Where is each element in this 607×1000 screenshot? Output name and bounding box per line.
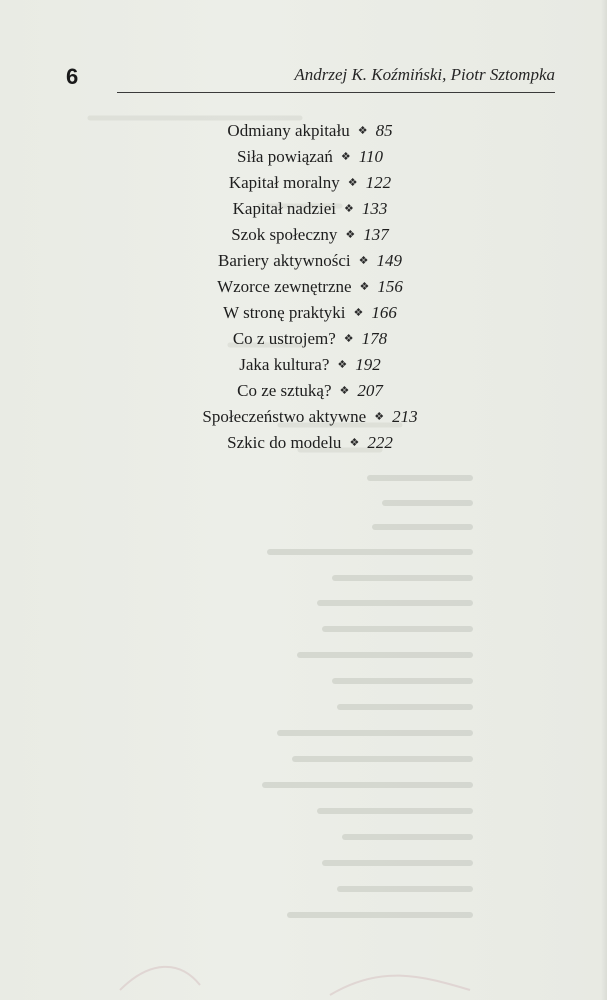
toc-entry-page: 207: [357, 381, 383, 400]
toc-entry-title: W stronę praktyki: [223, 303, 346, 322]
toc-entry-title: Szkic do modelu: [227, 433, 342, 452]
toc-entry: [100, 248, 520, 274]
diamond-icon: ❖: [349, 437, 360, 449]
diamond-icon: ❖: [337, 359, 348, 371]
page-number: 6: [66, 64, 79, 89]
toc-entry-title: Siła powiązań: [237, 147, 333, 166]
diamond-icon: ❖: [344, 203, 354, 215]
diamond-icon: ❖: [339, 385, 350, 397]
toc-entry-title: Wzorce zewnętrzne: [217, 277, 352, 296]
toc-entry-page: 85: [375, 121, 393, 140]
toc-entry-page: 122: [365, 173, 392, 192]
toc-entry-page: 222: [367, 433, 393, 452]
toc-entry: [100, 144, 520, 170]
toc-entry-page: 137: [363, 225, 389, 244]
toc-entry: [100, 404, 520, 430]
toc-entry-page: 133: [361, 199, 388, 218]
diamond-icon: ❖: [353, 307, 364, 319]
toc-entry-page: 110: [358, 147, 383, 166]
toc-entry-title: Jaka kultura?: [239, 355, 330, 374]
page-edge-shadow: [601, 0, 607, 1000]
diamond-icon: ❖: [343, 333, 354, 345]
toc-entry: [100, 326, 520, 352]
toc-entry-page: 192: [355, 355, 381, 374]
header-rule: [117, 92, 555, 93]
toc-entry: [100, 222, 520, 248]
diamond-icon: ❖: [358, 255, 369, 267]
toc-entry-page: 149: [376, 251, 403, 270]
toc-entry: [100, 430, 520, 456]
toc-entry: [100, 118, 520, 144]
toc-entry-title: Co ze sztuką?: [237, 381, 332, 400]
toc-entry-title: Odmiany akpitału: [227, 121, 350, 140]
toc-entry-page: 178: [361, 329, 388, 348]
toc-entry: [100, 274, 520, 300]
table-of-contents: [100, 118, 520, 456]
diamond-icon: ❖: [359, 281, 370, 293]
toc-entry-title: Kapitał moralny: [228, 173, 340, 192]
toc-entry: [100, 378, 520, 404]
diamond-icon: ❖: [357, 125, 368, 137]
toc-entry: [100, 300, 520, 326]
diamond-icon: ❖: [374, 411, 385, 423]
toc-entry-title: Kapitał nadziei: [232, 199, 336, 218]
diamond-icon: ❖: [345, 229, 356, 241]
toc-entry-title: Bariery aktywności: [217, 251, 351, 270]
page-header: [0, 0, 607, 100]
toc-entry-title: Szok społeczny: [231, 225, 338, 244]
toc-entry: [100, 196, 520, 222]
toc-entry-page: 213: [392, 407, 418, 426]
toc-entry-title: Co z ustrojem?: [232, 329, 336, 348]
toc-entry-title: Społeczeństwo aktywne: [202, 407, 367, 426]
diamond-icon: ❖: [340, 151, 351, 163]
toc-entry: [100, 170, 520, 196]
toc-entry: [100, 352, 520, 378]
toc-entry-page: 166: [371, 303, 397, 322]
running-head: Andrzej K. Koźmiński, Piotr Sztompka: [294, 65, 555, 84]
diamond-icon: ❖: [347, 177, 358, 189]
toc-entry-page: 156: [377, 277, 403, 296]
